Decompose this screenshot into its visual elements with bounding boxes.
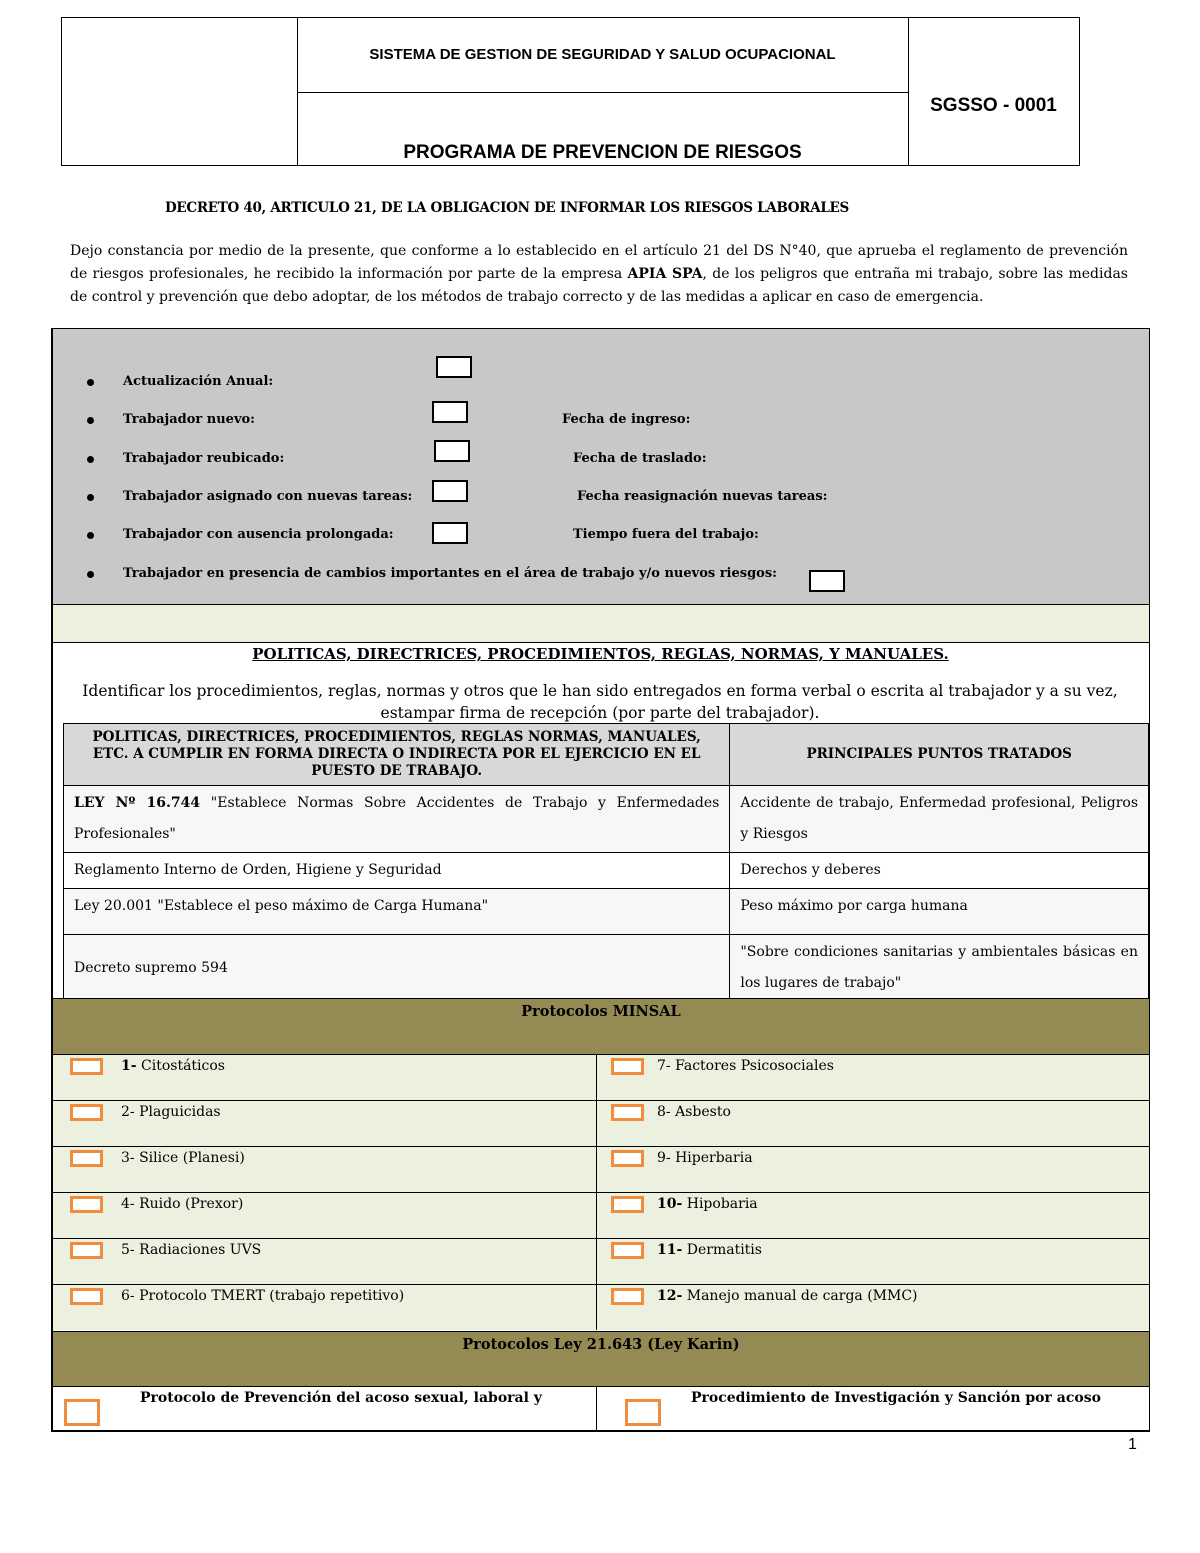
protocol-label (121, 1150, 245, 1166)
protocol-checkbox[interactable] (611, 1242, 644, 1259)
minsal-row (53, 1192, 1149, 1238)
policy-norm-text: Ley 20.001 "Establece el peso máximo de Carga Humana" (74, 898, 489, 914)
bullet-icon (87, 494, 94, 501)
page-number: 1 (1128, 1436, 1137, 1453)
policy-points-cell: Peso máximo por carga humana (730, 889, 1149, 935)
protocol-number: 10- (657, 1196, 683, 1212)
bullet-icon (87, 456, 94, 463)
protocol-number: 2- (121, 1104, 135, 1120)
policy-norm-cell (64, 853, 730, 889)
policies-row (64, 853, 1149, 889)
minsal-row (53, 1054, 1149, 1100)
protocol-number: 9- (657, 1150, 671, 1166)
policies-row (64, 786, 1149, 853)
worker-status-date-label: Fecha de traslado: (573, 451, 707, 466)
protocol-text: Citostáticos (136, 1058, 225, 1074)
protocol-number: 5- (121, 1242, 135, 1258)
protocol-text: Protocolo TMERT (trabajo repetitivo) (134, 1288, 405, 1304)
protocol-checkbox[interactable] (70, 1058, 103, 1075)
worker-status-label: Trabajador reubicado: (123, 451, 285, 466)
spacer-row (51, 604, 1150, 642)
protocol-checkbox[interactable] (611, 1104, 644, 1121)
company-name: APIA SPA (627, 266, 703, 282)
policies-title: POLITICAS, DIRECTRICES, PROCEDIMIENTOS, REGLAS, NORMAS, Y MANUALES. (252, 645, 949, 663)
protocol-text: Radiaciones UVS (134, 1242, 262, 1258)
policy-norm-cell (64, 889, 730, 935)
bullet-icon (87, 379, 94, 386)
minsal-row (53, 1284, 1149, 1330)
policies-col2-header: PRINCIPALES PUNTOS TRATADOS (730, 724, 1149, 786)
protocol-label (657, 1242, 762, 1258)
worker-status-label: Trabajador nuevo: (123, 412, 255, 427)
document-header (61, 17, 1080, 166)
protocol-text: Hiperbaria (670, 1150, 753, 1166)
logo-cell (62, 18, 298, 165)
protocol-number: 12- (657, 1288, 683, 1304)
worker-status-checkbox[interactable] (432, 522, 468, 544)
protocol-checkbox[interactable] (70, 1150, 103, 1167)
worker-status-date-label: Tiempo fuera del trabajo: (573, 527, 759, 542)
policies-table (63, 723, 1149, 1002)
protocol-label (657, 1288, 918, 1304)
protocol-label (121, 1196, 243, 1212)
worker-status-label: Trabajador en presencia de cambios importantes en el área de trabajo y/o nuevos riesgos: (123, 566, 777, 581)
policy-norm-text: Reglamento Interno de Orden, Higiene y Seguridad (74, 862, 442, 878)
policy-norm-cell (64, 935, 730, 1002)
worker-status-checkbox[interactable] (432, 401, 468, 423)
protocol-text: Hipobaria (682, 1196, 758, 1212)
protocol-label (657, 1150, 753, 1166)
code-cell (908, 18, 1080, 165)
protocol-label (657, 1196, 758, 1212)
karin-left-checkbox[interactable] (64, 1399, 100, 1426)
bullet-icon (87, 417, 94, 424)
protocol-text: Ruido (Prexor) (134, 1196, 244, 1212)
worker-status-checkbox[interactable] (809, 570, 845, 592)
protocol-number: 8- (657, 1104, 671, 1120)
minsal-row (53, 1100, 1149, 1146)
karin-right-checkbox[interactable] (625, 1399, 661, 1426)
protocol-label (657, 1058, 834, 1074)
minsal-row (53, 1238, 1149, 1284)
karin-left-label: Protocolo de Prevención del acoso sexual, laboral y (140, 1390, 542, 1406)
protocol-text: Asbesto (670, 1104, 731, 1120)
worker-status-date-label: Fecha reasignación nuevas tareas: (577, 489, 828, 504)
protocol-text: Plaguicidas (134, 1104, 221, 1120)
protocol-label (121, 1242, 261, 1258)
protocol-checkbox[interactable] (70, 1104, 103, 1121)
protocol-number: 7- (657, 1058, 671, 1074)
karin-protocols-row (51, 1386, 1150, 1432)
protocol-checkbox[interactable] (611, 1150, 644, 1167)
program-title: PROGRAMA DE PREVENCION DE RIESGOS (403, 142, 802, 163)
policy-norm-cell (64, 786, 730, 853)
policy-law-number: LEY Nº 16.744 (74, 795, 201, 811)
bullet-icon (87, 571, 94, 578)
karin-right-label: Procedimiento de Investigación y Sanción por acoso (691, 1390, 1101, 1406)
protocol-checkbox[interactable] (611, 1058, 644, 1075)
system-title: SISTEMA DE GESTION DE SEGURIDAD Y SALUD OCUPACIONAL (369, 46, 836, 63)
minsal-protocols-table (51, 1054, 1150, 1331)
document-code: SGSSO - 0001 (930, 95, 1057, 116)
worker-status-checkbox[interactable] (436, 356, 472, 378)
protocol-number: 4- (121, 1196, 135, 1212)
protocol-label (121, 1288, 404, 1304)
bullet-icon (87, 532, 94, 539)
worker-status-label: Trabajador asignado con nuevas tareas: (123, 489, 413, 504)
worker-status-checkbox[interactable] (434, 440, 470, 462)
policies-row (64, 889, 1149, 935)
protocol-checkbox[interactable] (70, 1242, 103, 1259)
karin-title: Protocolos Ley 21.643 (Ley Karin) (462, 1336, 740, 1353)
karin-header (51, 1331, 1150, 1386)
protocol-number: 3- (121, 1150, 135, 1166)
worker-status-label: Trabajador con ausencia prolongada: (123, 527, 394, 542)
protocol-text: Silice (Planesi) (134, 1150, 245, 1166)
protocol-label (657, 1104, 731, 1120)
protocol-checkbox[interactable] (611, 1288, 644, 1305)
policy-norm-text: "Establece Normas Sobre Accidentes de Trabajo y Enfermedades Profesionales" (74, 795, 720, 842)
policy-points-cell: Derechos y deberes (730, 853, 1149, 889)
protocol-text: Factores Psicosociales (670, 1058, 834, 1074)
worker-status-date-label: Fecha de ingreso: (562, 412, 691, 427)
protocol-checkbox[interactable] (611, 1196, 644, 1213)
policy-points-cell: "Sobre condiciones sanitarias y ambientales básicas en los lugares de trabajo" (730, 935, 1149, 1002)
protocol-number: 11- (657, 1242, 683, 1258)
policies-row (64, 935, 1149, 1002)
minsal-row (53, 1146, 1149, 1192)
policy-norm-text: Decreto supremo 594 (74, 959, 228, 976)
protocol-text: Manejo manual de carga (MMC) (682, 1288, 918, 1304)
protocol-checkbox[interactable] (70, 1288, 103, 1305)
protocol-text: Dermatitis (682, 1242, 762, 1258)
minsal-title: Protocolos MINSAL (521, 1003, 681, 1020)
policies-description: Identificar los procedimientos, reglas, normas y otros que le han sido entregados en forma verbal o escrita al trabajador y a su vez, estampar firma de recepción (por parte del trabajador). (82, 682, 1118, 722)
protocol-checkbox[interactable] (70, 1196, 103, 1213)
decree-paragraph: Dejo constancia por medio de la presente, que conforme a lo establecido en el artículo 21 del DS N°40, que aprueba el reglamento de prevención de riesgos profesionales, he recibido la información por parte de la empresa APIA SPA, de los peligros que entraña mi trabajo, sobre las medidas de control y prevención que debo adoptar, de los métodos de trabajo correcto y de las medidas a aplicar en caso de emergencia. (70, 243, 1128, 305)
protocol-number: 6- (121, 1288, 135, 1304)
minsal-header (51, 998, 1150, 1054)
protocol-label (121, 1058, 225, 1074)
worker-status-section (51, 328, 1150, 604)
protocol-number: 1- (121, 1058, 137, 1074)
worker-status-label: Actualización Anual: (123, 374, 274, 389)
protocol-label (121, 1104, 221, 1120)
decree-title: DECRETO 40, ARTICULO 21, DE LA OBLIGACION DE INFORMAR LOS RIESGOS LABORALES (165, 200, 849, 216)
policies-col1-header: POLITICAS, DIRECTRICES, PROCEDIMIENTOS, REGLAS NORMAS, MANUALES, ETC. A CUMPLIR EN FORMA DIRECTA O INDIRECTA POR EL EJERCICIO EN EL PUESTO DE TRABAJO. (64, 724, 730, 786)
worker-status-checkbox[interactable] (432, 480, 468, 502)
policy-points-cell: Accidente de trabajo, Enfermedad profesional, Peligros y Riesgos (730, 786, 1149, 853)
